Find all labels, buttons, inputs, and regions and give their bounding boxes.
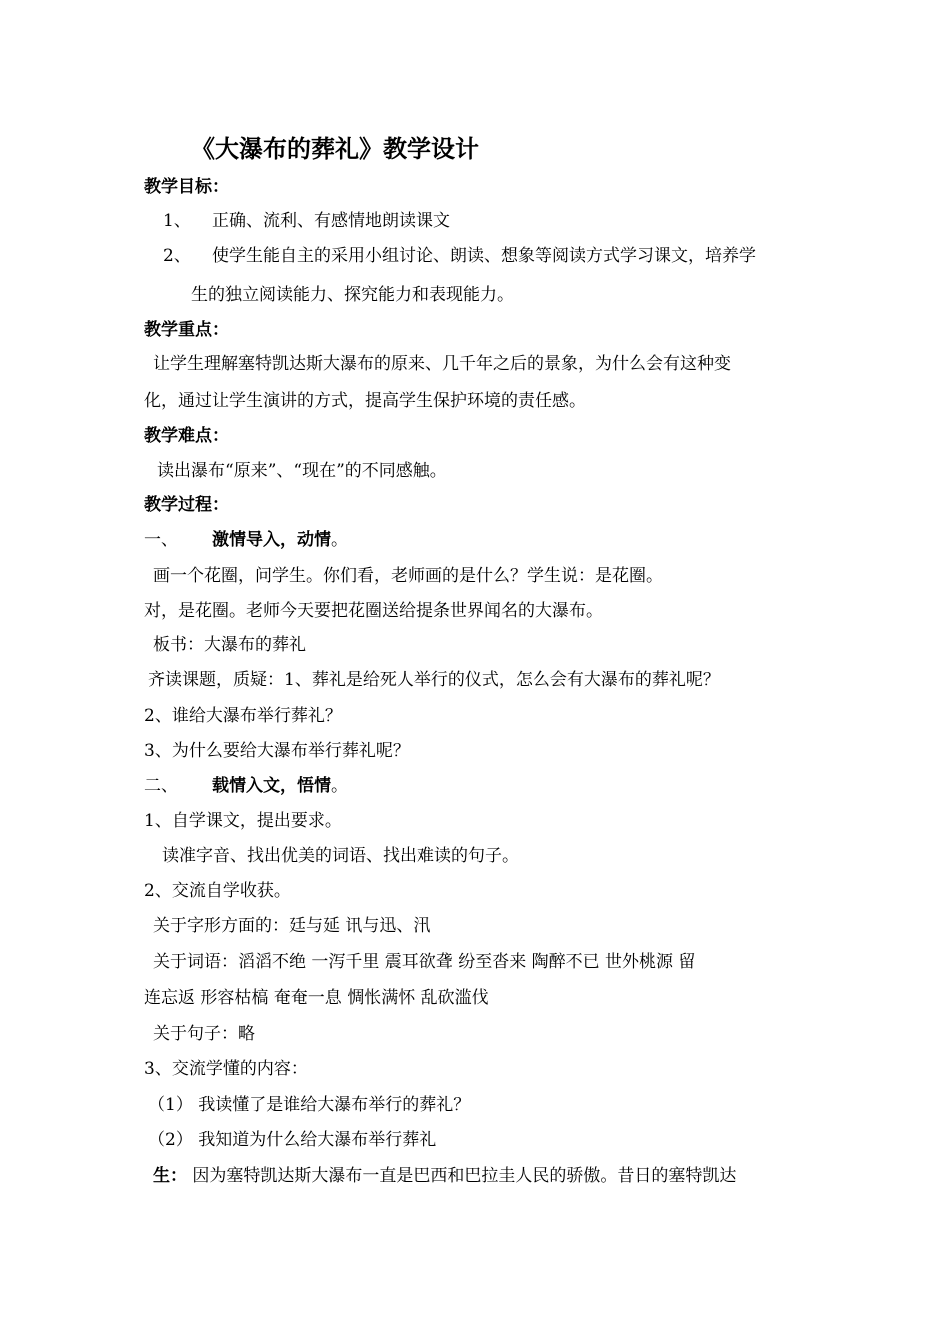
process-paragraph: 读准字音、找出优美的词语、找出难读的句子。 [162, 846, 519, 866]
step-1-heading [212, 529, 348, 551]
key-points-heading: 教学重点： [144, 320, 229, 340]
student-label: 生： [153, 1166, 187, 1186]
student-answer [153, 1165, 736, 1187]
process-paragraph: （1） 我读懂了是谁给大瀑布举行的葬礼？ [148, 1095, 471, 1115]
process-paragraph: 画一个花圈，问学生。你们看，老师画的是什么？学生说：是花圈。 [153, 566, 663, 586]
step-1-title: 激情导入，动情 [212, 530, 331, 550]
process-paragraph: 连忘返 形容枯槁 奄奄一息 惆怅满怀 乱砍滥伐 [144, 988, 489, 1008]
process-paragraph: 1、自学课文，提出要求。 [144, 811, 342, 831]
step-2-title: 载情入文，悟情 [212, 776, 331, 796]
difficulties-heading: 教学难点： [144, 426, 229, 446]
process-paragraph: 关于句子：略 [153, 1024, 255, 1044]
goal-item-2-text-line1: 使学生能自主的采用小组讨论、朗读、想象等阅读方式学习课文，培养学 [212, 246, 756, 266]
step-2-number: 二、 [144, 776, 178, 796]
step-1-period: 。 [331, 530, 348, 550]
key-points-line2: 化，通过让学生演讲的方式，提高学生保护环境的责任感。 [144, 391, 586, 411]
step-1-number: 一、 [144, 530, 178, 550]
process-paragraph: 3、为什么要给大瀑布举行葬礼呢？ [144, 741, 410, 761]
document-title: 《大瀑布的葬礼》教学设计 [191, 135, 479, 163]
step-2-heading [212, 775, 348, 797]
process-paragraph: 齐读课题，质疑：1、葬礼是给死人举行的仪式，怎么会有大瀑布的葬礼呢？ [148, 670, 720, 690]
difficulties-line1: 读出瀑布“原来”、“现在”的不同感触。 [157, 461, 447, 481]
key-points-line1: 让学生理解塞特凯达斯大瀑布的原来、几千年之后的景象，为什么会有这种变 [153, 354, 731, 374]
process-paragraph: 对，是花圈。老师今天要把花圈送给提条世界闻名的大瀑布。 [144, 601, 603, 621]
goals-heading: 教学目标： [144, 177, 229, 197]
student-answer-text: 因为塞特凯达斯大瀑布一直是巴西和巴拉圭人民的骄傲。昔日的塞特凯达 [192, 1166, 737, 1186]
process-paragraph: 关于词语：滔滔不绝 一泻千里 震耳欲聋 纷至沓来 陶醉不已 世外桃源 留 [153, 952, 696, 972]
goal-item-2-text-line2: 生的独立阅读能力、探究能力和表现能力。 [191, 285, 514, 305]
goal-item-1-text: 正确、流利、有感情地朗读课文 [212, 211, 450, 231]
process-paragraph: （2） 我知道为什么给大瀑布举行葬礼 [148, 1130, 437, 1150]
process-paragraph: 板书：大瀑布的葬礼 [153, 635, 306, 655]
goal-item-1-number: 1、 [163, 211, 191, 231]
step-2-period: 。 [331, 776, 348, 796]
goal-item-2-number: 2、 [163, 246, 191, 266]
process-paragraph: 2、交流自学收获。 [144, 881, 291, 901]
process-paragraph: 2、谁给大瀑布举行葬礼？ [144, 706, 342, 726]
process-paragraph: 3、交流学懂的内容： [144, 1059, 308, 1079]
process-heading: 教学过程： [144, 495, 229, 515]
process-paragraph: 关于字形方面的：廷与延 讯与迅、汛 [153, 916, 431, 936]
